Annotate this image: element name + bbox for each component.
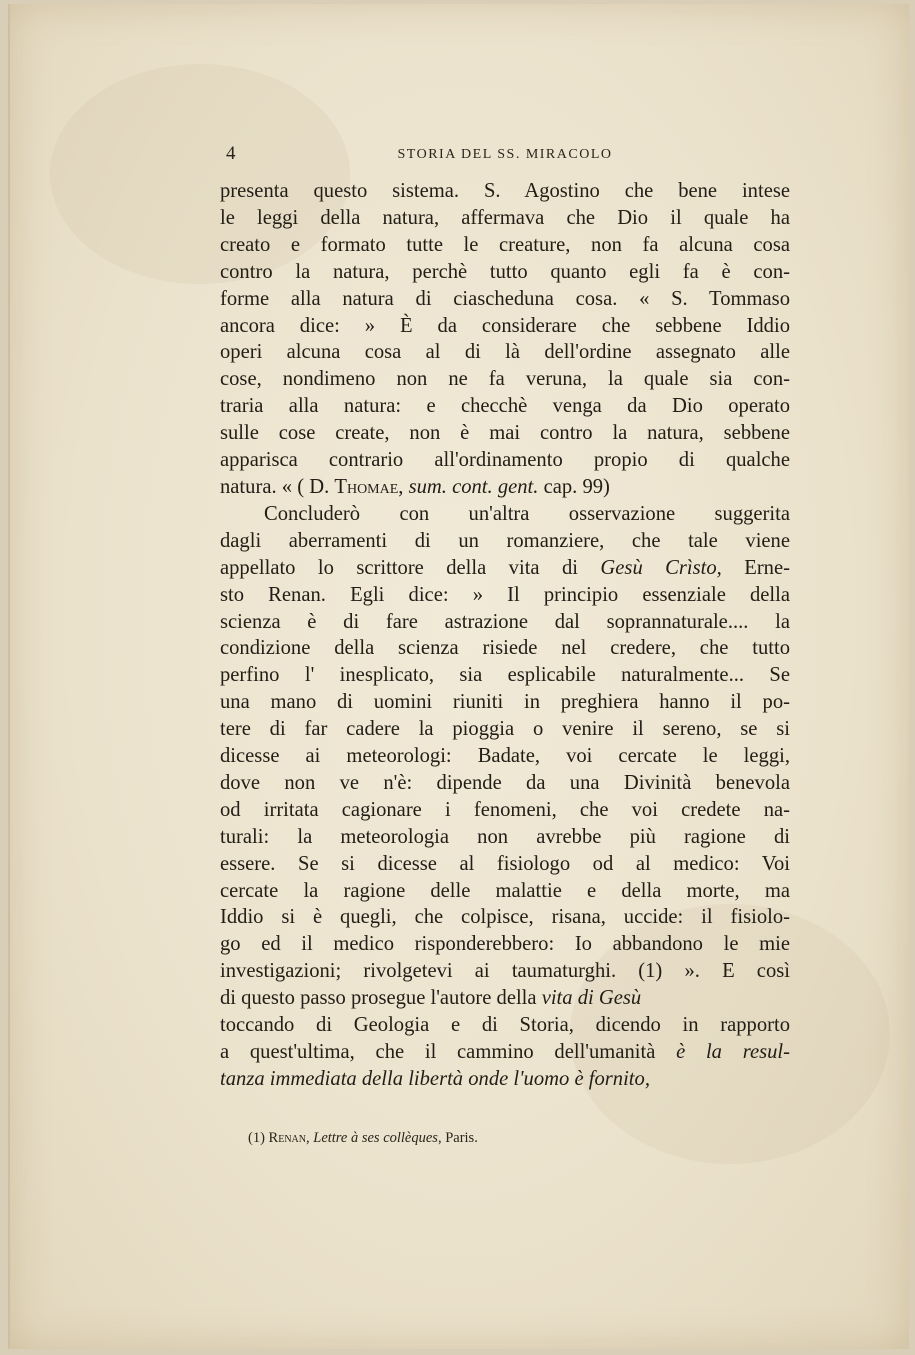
text-segment: Erne- (721, 556, 790, 579)
text-segment: scienza è di fare astrazione dal soprannaturale.... la (220, 610, 790, 633)
text-line (220, 474, 790, 501)
text-line (220, 635, 790, 662)
text-line (220, 1012, 790, 1039)
italic-text: Gesù Crìsto, (600, 556, 722, 579)
footnote-rest: , Paris. (437, 1130, 478, 1146)
text-segment: toccando di Geologia e di Storia, dicendo in rapporto (220, 1014, 790, 1037)
running-title: STORIA DEL SS. MIRACOLO (397, 147, 613, 162)
text-segment: creato e formato tutte le creature, non fa alcuna cosa (220, 233, 790, 256)
text-line (220, 797, 790, 824)
text-line (220, 420, 790, 447)
text-segment: di questo passo prosegue l'autore della (220, 987, 542, 1010)
page-number: 4 (226, 143, 236, 164)
text-line (220, 582, 790, 609)
text-segment: forme alla natura di ciascheduna cosa. « S. Tommaso (220, 287, 790, 310)
text-segment: contro la natura, perchè tutto quanto egli fa è con- (220, 260, 790, 283)
text-line (220, 313, 790, 340)
text-segment: perfino l' inesplicato, sia esplicabile naturalmente... Se (220, 664, 790, 687)
text-segment: le leggi della natura, affermava che Dio il quale ha (220, 206, 790, 229)
text-line (220, 259, 790, 286)
italic-text: tanza immediata della libertà onde l'uomo è fornito, (220, 1067, 650, 1090)
text-line (220, 528, 790, 555)
text-segment: ancora dice: » È da considerare che sebbene Iddio (220, 314, 790, 337)
text-line (220, 393, 790, 420)
text-segment: dove non ve n'è: dipende da una Divinità benevola (220, 771, 790, 794)
italic-text: vita di Gesù (541, 987, 642, 1010)
text-segment: cose, nondimeno non ne fa veruna, la quale sia con- (220, 368, 790, 391)
text-line (220, 878, 790, 905)
text-segment: od irritata cagionare i fenomeni, che voi credete na- (220, 798, 790, 821)
footnote (248, 1130, 768, 1147)
text-line (220, 1039, 790, 1066)
text-line (220, 555, 790, 582)
text-segment: condizione della scienza risiede nel credere, che tutto (220, 637, 790, 660)
text-line (220, 232, 790, 259)
page-header (220, 143, 790, 169)
text-line (220, 1066, 790, 1093)
text-segment: appellato lo scrittore della vita di (220, 556, 601, 579)
text-line (220, 366, 790, 393)
text-line (220, 609, 790, 636)
text-line (220, 689, 790, 716)
text-segment: Concluderò con un'altra osservazione suggerita (264, 502, 790, 525)
text-line (220, 958, 790, 985)
text-line (220, 205, 790, 232)
text-segment: natura. « ( D. (220, 475, 335, 498)
text-segment: operi alcuna cosa al di là dell'ordine assegnato alle (220, 341, 790, 364)
footnote-marker: (1) (248, 1130, 269, 1146)
body-text (220, 178, 790, 1093)
text-line (220, 985, 790, 1012)
text-line (220, 447, 790, 474)
text-segment: essere. Se si dicesse al fisiologo od al medico: Voi (220, 852, 790, 875)
text-line (220, 824, 790, 851)
text-segment: go ed il medico risponderebbero: Io abbandono le mie (220, 933, 790, 956)
footnote-separator: , (306, 1130, 314, 1146)
text-segment: turali: la meteorologia non avrebbe più ragione di (220, 825, 790, 848)
text-segment: dicesse ai meteorologi: Badate, voi cercate le leggi, (220, 745, 790, 768)
smallcaps-text: Thomae (334, 475, 399, 498)
text-segment: investigazioni; rivolgetevi ai taumaturghi. (1) ». E così (220, 960, 790, 983)
footnote-title: Lettre à ses collèques (313, 1130, 438, 1146)
text-segment: sto Renan. Egli dice: » Il principio essenziale della (220, 583, 790, 606)
text-segment: tere di far cadere la pioggia o venire il sereno, se si (220, 718, 790, 741)
text-line (220, 501, 790, 528)
italic-text: sum. cont. gent. (408, 475, 539, 498)
text-segment: , (398, 475, 409, 498)
text-line (220, 286, 790, 313)
text-segment: presenta questo sistema. S. Agostino che bene intese (220, 180, 790, 202)
text-segment: dagli aberramenti di un romanziere, che tale viene (220, 529, 790, 552)
text-line (220, 904, 790, 931)
text-segment: cap. 99) (538, 475, 610, 498)
footnote-author: Renan (268, 1130, 306, 1146)
text-segment: sulle cose create, non è mai contro la natura, sebbene (220, 422, 790, 445)
text-line (220, 770, 790, 797)
text-segment: traria alla natura: e checchè venga da Dio operato (220, 395, 790, 418)
text-segment: cercate la ragione delle malattie e della morte, ma (220, 879, 790, 902)
text-line (220, 743, 790, 770)
italic-text: è la resul- (676, 1041, 790, 1063)
text-segment: Iddio si è quegli, che colpisce, risana, uccide: il fisiolo- (220, 906, 790, 929)
text-line (220, 716, 790, 743)
text-segment: apparisca contrario all'ordinamento propio di qualche (220, 449, 790, 472)
text-line (220, 178, 790, 205)
text-line (220, 662, 790, 689)
text-line (220, 931, 790, 958)
text-line (220, 339, 790, 366)
text-segment: a quest'ultima, che il cammino dell'umanità (220, 1041, 677, 1063)
text-segment: una mano di uomini riuniti in preghiera hanno il po- (220, 691, 790, 714)
text-line (220, 851, 790, 878)
